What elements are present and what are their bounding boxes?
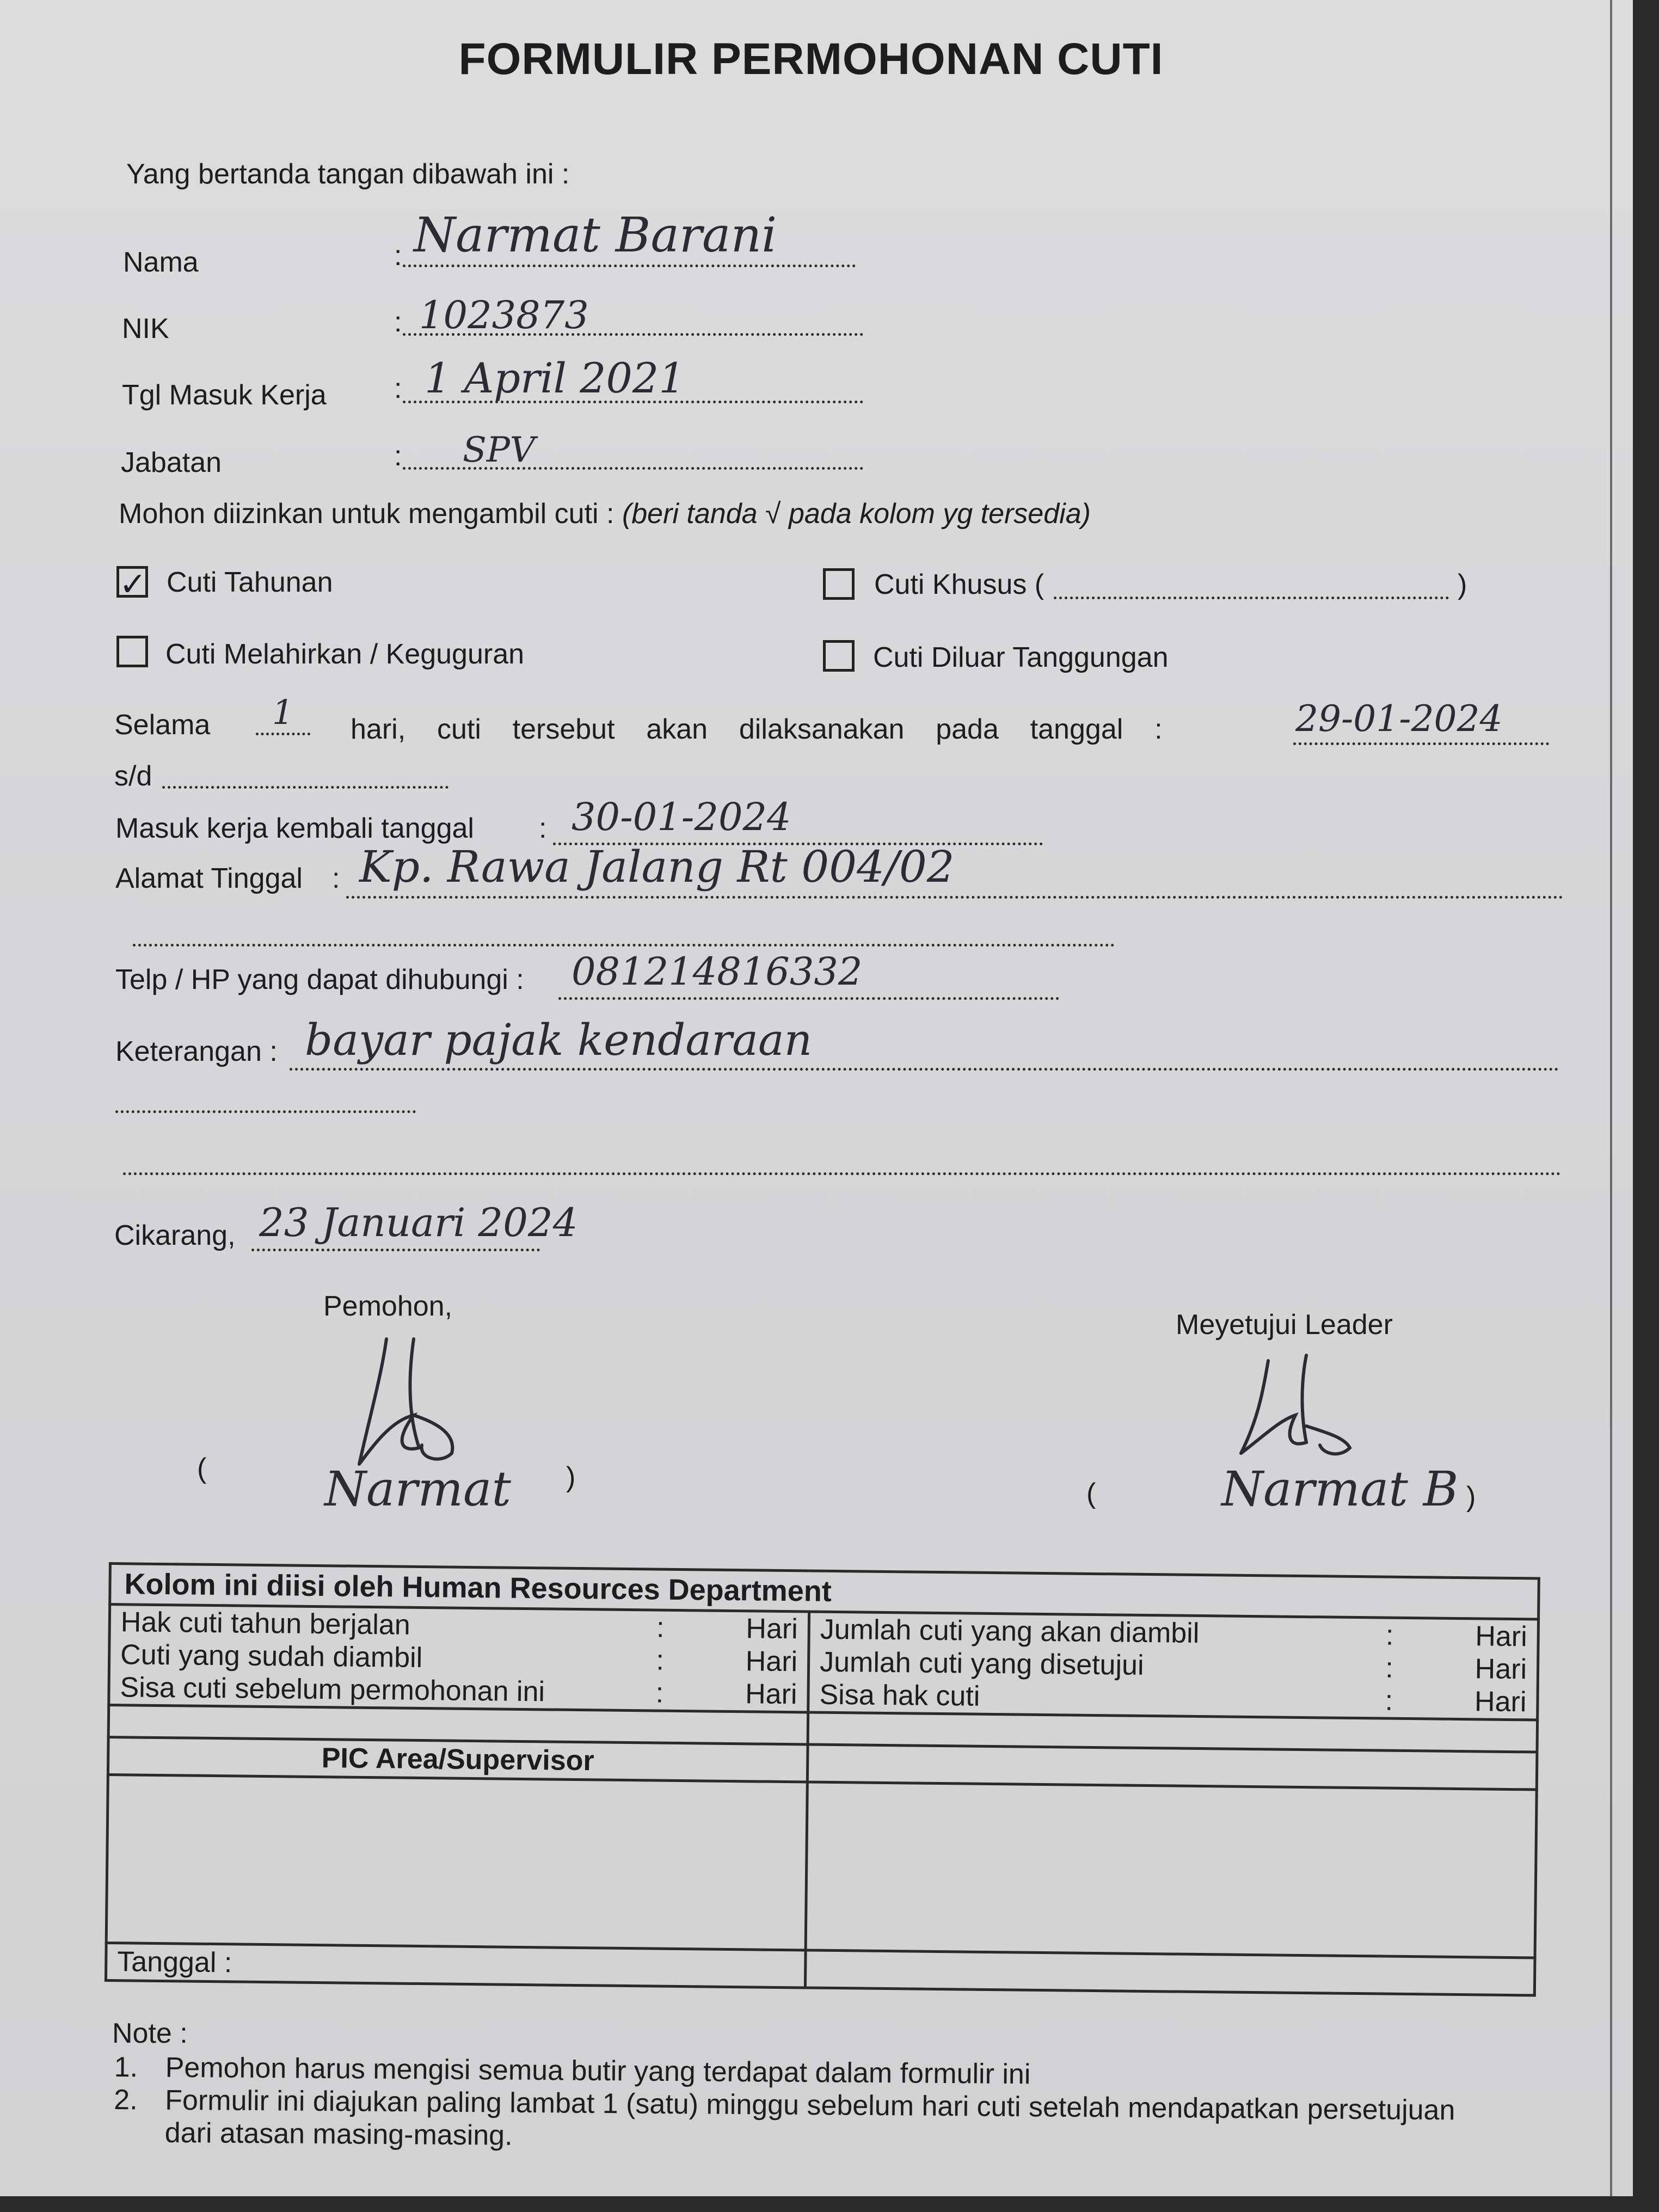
sd-label: s/d <box>114 760 152 792</box>
page-edge-line <box>1610 0 1612 2196</box>
leader-close-paren: ) <box>1466 1481 1476 1513</box>
cuti-diluar-checkbox[interactable] <box>823 640 855 672</box>
jabatan-value[interactable]: SPV <box>463 430 536 470</box>
hr-unit: Hari <box>745 1645 798 1678</box>
place-label: Cikarang, <box>114 1220 236 1251</box>
hr-colon: : <box>655 1677 664 1709</box>
request-instruction: (beri tanda √ pada kolom yg tersedia) <box>622 498 1091 530</box>
cuti-khusus-dotline <box>1054 597 1449 599</box>
form-title: FORMULIR PERMOHONAN CUTI <box>458 34 1164 84</box>
nik-colon: : <box>394 306 402 338</box>
days-dotline <box>256 733 310 735</box>
cuti-melahirkan-checkbox[interactable] <box>116 636 148 667</box>
hr-left-row-label: Cuti yang sudah diambil <box>120 1639 423 1674</box>
hr-unit: Hari <box>745 1678 797 1711</box>
hr-right-row <box>819 1679 1527 1719</box>
phone-label: Telp / HP yang dapat dihubungi : <box>115 964 524 996</box>
note-2-number: 2. <box>114 2084 138 2116</box>
nama-label: Nama <box>123 247 199 278</box>
cuti-diluar-label: Cuti Diluar Tanggungan <box>873 642 1169 673</box>
note-heading: Note : <box>112 2018 188 2049</box>
jabatan-label: Jabatan <box>121 447 222 478</box>
note-2-continuation: dari atasan masing-masing. <box>164 2117 513 2152</box>
place-date-dotline <box>251 1249 540 1251</box>
hr-signature-area[interactable] <box>806 1782 1537 1958</box>
hr-unit: Hari <box>1474 1686 1527 1718</box>
pemohon-name: Narmat <box>324 1461 511 1517</box>
phone-dotline <box>558 997 1059 1000</box>
cuti-tahunan-checkbox[interactable]: ✓ <box>116 566 148 598</box>
tgl-value[interactable]: 1 April 2021 <box>425 354 685 402</box>
note-1-text: Pemohon harus mengisi semua butir yang terdapat dalam formulir ini <box>165 2051 1031 2091</box>
hr-colon: : <box>656 1612 665 1644</box>
tgl-colon: : <box>394 373 402 404</box>
hr-colon: : <box>1385 1685 1393 1717</box>
hr-left-row-label: Hak cuti tahun berjalan <box>120 1606 411 1641</box>
pemohon-close-paren: ) <box>566 1461 576 1493</box>
request-line <box>119 497 1091 530</box>
keterangan-dotline <box>290 1068 1559 1071</box>
hr-colon: : <box>656 1644 665 1676</box>
hr-unit: Hari <box>1475 1620 1528 1653</box>
hr-department-table <box>105 1562 1540 1996</box>
pemohon-label: Pemohon, <box>323 1291 453 1322</box>
nama-value[interactable]: Narmat Barani <box>414 207 777 263</box>
keterangan-value[interactable]: bayar pajak kendaraan <box>305 1015 813 1065</box>
return-label: Masuk kerja kembali tanggal <box>115 813 474 844</box>
cuti-tahunan-label: Cuti Tahunan <box>167 567 333 598</box>
jabatan-colon: : <box>394 440 402 472</box>
hr-left-row-label: Sisa cuti sebelum permohonan ini <box>120 1672 545 1708</box>
note-2-text: Formulir ini diajukan paling lambat 1 (satu) minggu sebelum hari cuti setelah mendapatkan persetujuan <box>165 2084 1455 2127</box>
selama-label: Selama <box>114 709 211 741</box>
cuti-khusus-close: ) <box>1458 569 1467 600</box>
hr-unit: Hari <box>746 1613 798 1645</box>
start-date-dotline <box>1293 742 1549 745</box>
hr-colon: : <box>1385 1652 1394 1684</box>
hr-right-row-label: Jumlah cuti yang akan diambil <box>820 1613 1200 1649</box>
hr-unit: Hari <box>1474 1653 1527 1686</box>
leader-signature <box>1219 1344 1382 1475</box>
hr-left-cell <box>109 1605 809 1712</box>
return-colon: : <box>539 813 547 844</box>
days-value[interactable]: 1 <box>272 692 294 732</box>
keterangan-dotline-3 <box>123 1172 1561 1175</box>
address-value[interactable]: Kp. Rawa Jalang Rt 004/02 <box>359 841 955 892</box>
cuti-khusus-checkbox[interactable] <box>823 568 855 600</box>
keterangan-dotline-2 <box>115 1110 416 1113</box>
address-dotline <box>346 896 1563 899</box>
place-date-value[interactable]: 23 Januari 2024 <box>259 1200 578 1245</box>
address-colon: : <box>332 863 340 894</box>
sd-dotline <box>162 786 448 789</box>
nik-value[interactable]: 1023873 <box>419 293 589 337</box>
tanggal-label: Tanggal : <box>106 1943 806 1987</box>
hr-blank-cell <box>805 1950 1535 1995</box>
hr-table-header: Kolom ini diisi oleh Human Resources Department <box>110 1564 1539 1619</box>
leader-open-paren: ( <box>1086 1478 1096 1509</box>
address-dotline-2 <box>133 944 1115 947</box>
hr-right-cell <box>808 1612 1539 1720</box>
request-prefix: Mohon diizinkan untuk mengambil cuti : <box>119 498 622 530</box>
hr-right-row-label: Sisa hak cuti <box>819 1679 980 1712</box>
nama-colon: : <box>394 240 402 272</box>
leader-name: Narmat B <box>1221 1461 1459 1517</box>
hr-left-row <box>120 1671 797 1711</box>
pic-signature-area[interactable] <box>106 1775 807 1950</box>
cuti-melahirkan-label: Cuti Melahirkan / Keguguran <box>165 638 525 670</box>
keterangan-label: Keterangan : <box>115 1036 278 1067</box>
hr-right-row-label: Jumlah cuti yang disetujui <box>819 1646 1144 1681</box>
address-label: Alamat Tinggal <box>115 863 303 894</box>
start-date-value[interactable]: 29-01-2024 <box>1295 698 1503 740</box>
hr-colon: : <box>1385 1619 1394 1651</box>
pemohon-open-paren: ( <box>197 1453 207 1484</box>
phone-value[interactable]: 081214816332 <box>572 949 863 994</box>
nik-label: NIK <box>122 313 169 345</box>
pic-supervisor-label: PIC Area/Supervisor <box>108 1737 808 1782</box>
notes-block <box>114 2051 1456 2159</box>
nama-dotline <box>403 265 856 267</box>
selama-sentence: hari, cuti tersebut akan dilaksanakan pada tanggal : <box>351 714 1163 745</box>
intro-text: Yang bertanda tangan dibawah ini : <box>126 158 570 190</box>
return-value[interactable]: 30-01-2024 <box>572 795 791 839</box>
cuti-khusus-label: Cuti Khusus ( <box>874 569 1044 600</box>
tgl-masuk-label: Tgl Masuk Kerja <box>122 379 327 411</box>
note-1-number: 1. <box>114 2051 138 2084</box>
leader-label: Meyetujui Leader <box>1176 1309 1393 1341</box>
